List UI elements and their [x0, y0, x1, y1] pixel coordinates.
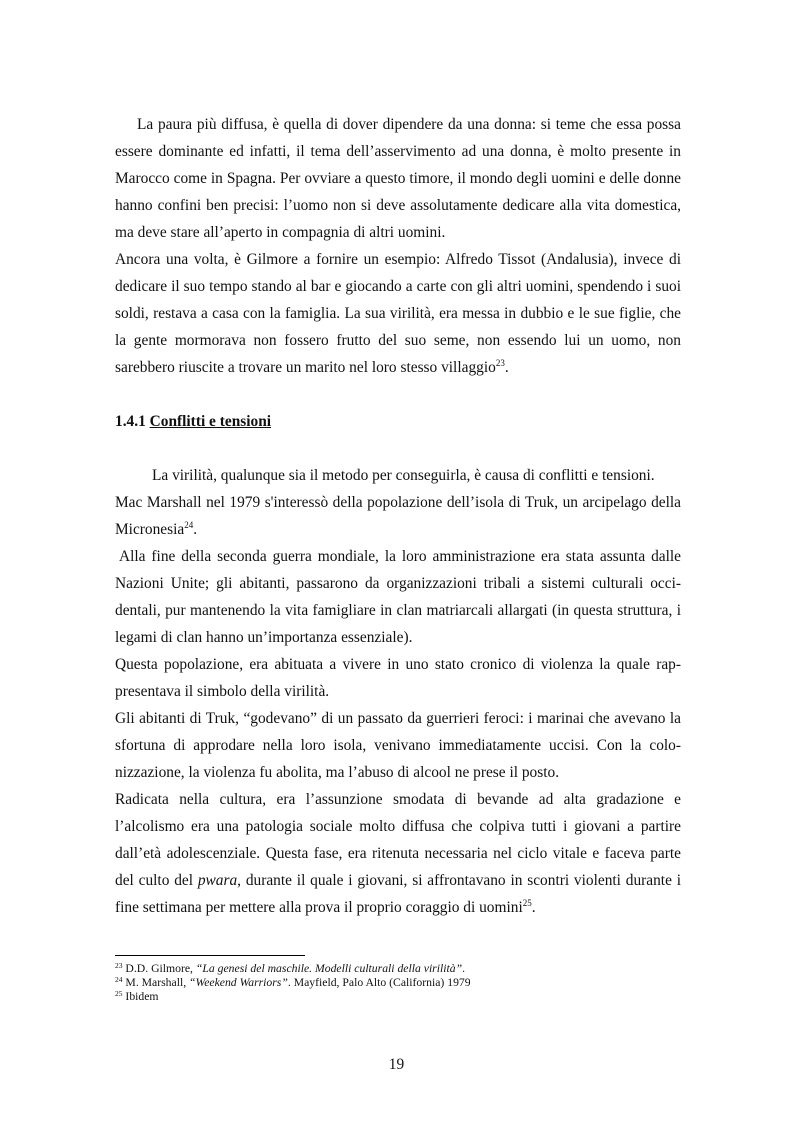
paragraph-alcohol: Radicata nella cultura, era l’assunzione smodata di bevande ad alta gradazione e l’alcolismo era una patologia sociale molto diffusa che colpiva tutti i giovani a partire dall’età adolescenziale. Questa fase, era ritenuta necessaria nel ciclo vitale e faceva parte del culto del pwara, durante il quale i giovani, si affrontavano in scontri violenti durante i fine settimana per mettere alla prova il proprio coraggio di uomini$^{25}$.: [115, 791, 681, 916]
paragraph-united-nations: Alla fine della seconda guerra mondiale, la loro amministrazione era stata assunta dalle Nazioni Unite; gli abitanti, passarono da organizzazioni tribali a sistemi culturali occidentali, pur mantenendo la vita famigliare in clan matriarcali allargati (in questa struttura, i legami di clan hanno un’importanza essenziale).: [115, 548, 681, 646]
section-title: Conflitti e tensioni: [149, 413, 272, 430]
body-text: [115, 111, 681, 921]
footnote-ref-23: 23: [495, 358, 505, 368]
section-number: 1.4.1: [115, 413, 146, 430]
footnote-separator: [115, 955, 305, 956]
paragraph-gilmore-example: Ancora una volta, è Gilmore a fornire un esempio: Alfredo Tissot (Andalusia), invece di dedicare il suo tempo stando al bar e giocando a carte con gli altri uomini, spendendo i suoi soldi, restava a casa con la famiglia. La sua virilità, era messa in dubbio e le sue figlie, che la gente mormorava non fossero frutto del suo seme, non essendo lui un uomo, non sarebbero riuscite a trovare un marito nel loro stesso villaggio$^{23}$.: [115, 251, 681, 376]
footnote-24: $^{24}$ M. Marshall, “Weekend Warriors”. Mayfield, Palo Alto (California) 1979: [115, 975, 471, 989]
section-heading: [115, 408, 681, 435]
pwara-term: pwara: [197, 872, 238, 889]
paragraph-marshall: Mac Marshall nel 1979 s'interessò della popolazione dell’isola di Truk, un arcipelago della Micronesia$^{24}$.: [115, 494, 681, 538]
paragraph-violence: Questa popolazione, era abituata a vivere in uno stato cronico di violenza la quale rappresentava il simbolo della virilità.: [115, 656, 681, 700]
paragraph-conflicts: La virilità, qualunque sia il metodo per conseguirla, è causa di conflitti e tensioni.: [152, 467, 655, 484]
paragraph-warriors: Gli abitanti di Truk, “godevano” di un passato da guerrieri feroci: i marinai che avevano la sfortuna di approdare nella loro isola, venivano immediatamente uccisi. Con la colonizzazione, la violenza fu abolita, ma l’abuso di alcool ne prese il posto.: [115, 710, 681, 781]
footnote-25: $^{25}$ Ibidem: [115, 989, 159, 1003]
page-number: 19: [388, 1056, 405, 1073]
paragraph-fear: La paura più diffusa, è quella di dover dipendere da una donna: si teme che essa possa essere dominante ed infatti, il tema dell’asservimento ad una donna, è molto presente in Marocco come in Spagna. Per ovviare a questo timore, il mondo degli uomini e delle donne hanno confini ben precisi: l’uomo non si deve assolutamente dedicare alla vita domestica, ma deve stare all’aperto in compagnia di altri uomini.: [115, 116, 681, 241]
footnotes: [115, 962, 681, 1004]
footnote-ref-24: 24: [184, 520, 194, 530]
footnote-23: $^{23}$ D.D. Gilmore, “La genesi del maschile. Modelli culturali della virilità”.: [115, 961, 465, 975]
footnote-ref-25: 25: [522, 898, 532, 908]
